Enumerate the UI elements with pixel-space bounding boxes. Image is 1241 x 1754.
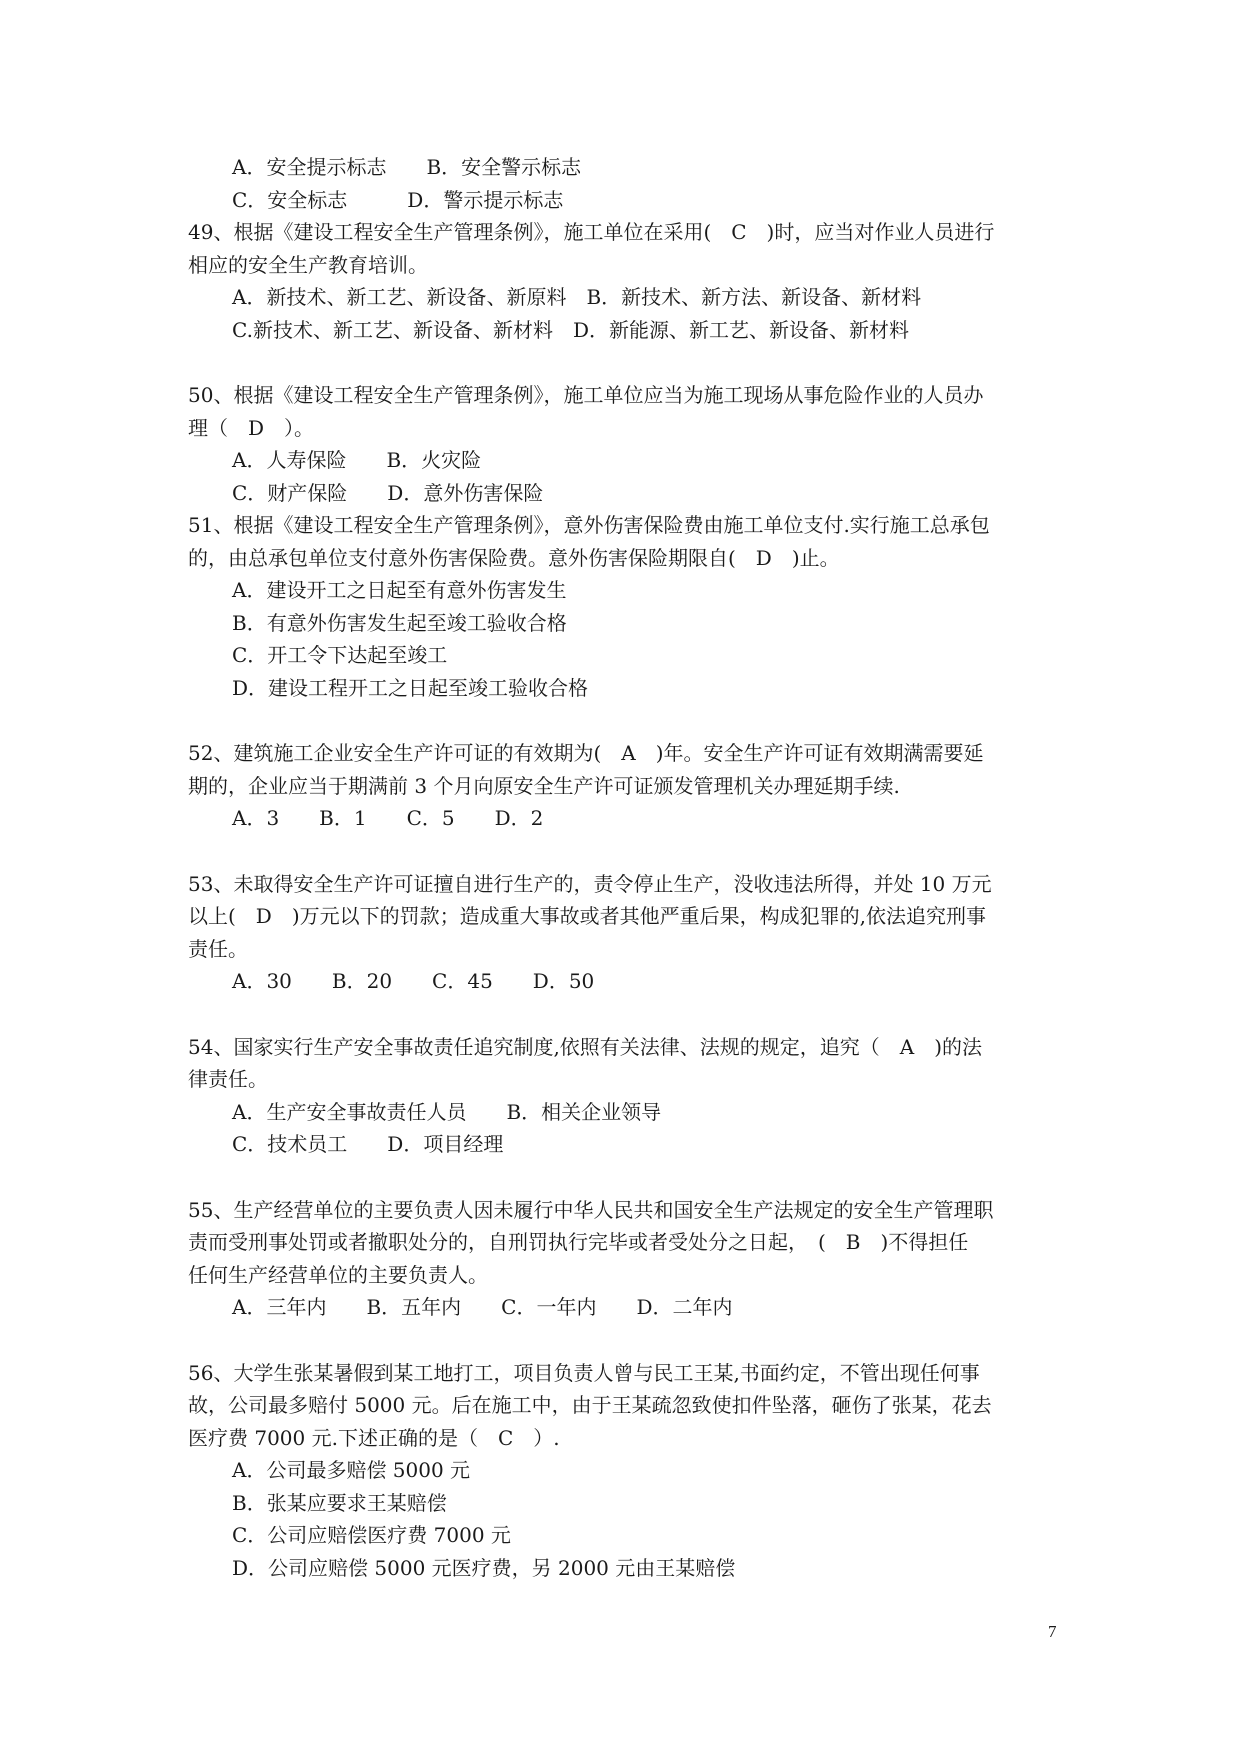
question-stem: 49、根据《建设工程安全生产管理条例》，施工单位在采用( C )时，应当对作业人员进行 <box>188 220 995 244</box>
option-line: C．财产保险 D．意外伤害保险 <box>232 480 544 505</box>
question-stem: 理（ D ）。 <box>188 415 315 440</box>
option-line: C．公司应赔偿医疗费 7000 元 <box>232 1523 511 1547</box>
option-line: A．人寿保险 B．火灾险 <box>232 448 482 472</box>
question-stem: 期的，企业应当于期满前 3 个月向原安全生产许可证颁发管理机关办理延期手续. <box>188 773 900 798</box>
page-number: 7 <box>1048 1622 1057 1641</box>
option-line: A．三年内 B．五年内 C．一年内 D．二年内 <box>232 1295 733 1319</box>
question-stem: 50、根据《建设工程安全生产管理条例》，施工单位应当为施工现场从事危险作业的人员办 <box>188 383 984 407</box>
question-stem: 53、未取得安全生产许可证擅自进行生产的，责令停止生产，没收违法所得，并处 10 万元 <box>188 871 992 896</box>
option-line: A．建设开工之日起至有意外伤害发生 <box>232 578 567 602</box>
question-50 <box>188 379 1068 509</box>
question-54 <box>188 1031 1068 1161</box>
question-55 <box>188 1194 1068 1324</box>
question-56 <box>188 1357 1068 1585</box>
question-49 <box>188 216 1068 346</box>
option-line: A．新技术、新工艺、新设备、新原料 B．新技术、新方法、新设备、新材料 <box>232 285 922 309</box>
question-stem: 以上( D )万元以下的罚款；造成重大事故或者其他严重后果，构成犯罪的,依法追究刑事 <box>188 904 986 928</box>
question-stem: 任何生产经营单位的主要负责人。 <box>188 1262 488 1287</box>
option-line: A．生产安全事故责任人员 B．相关企业领导 <box>232 1099 662 1124</box>
question-stem: 52、建筑施工企业安全生产许可证的有效期为( A )年。安全生产许可证有效期满需要延 <box>188 741 984 765</box>
option-line: D．公司应赔偿 5000 元医疗费，另 2000 元由王某赔偿 <box>232 1555 736 1580</box>
spacer <box>188 1161 1068 1194</box>
option-line: C．技术员工 D．项目经理 <box>232 1132 504 1156</box>
spacer <box>188 998 1068 1031</box>
question-stem: 责任。 <box>188 936 248 961</box>
question-stem: 55、生产经营单位的主要负责人因未履行中华人民共和国安全生产法规定的安全生产管理职 <box>188 1197 994 1222</box>
spacer <box>188 704 1068 737</box>
document-page <box>188 151 1068 1584</box>
question-48-options <box>188 151 1068 216</box>
question-stem: 的，由总承包单位支付意外伤害保险费。意外伤害保险期限自( D )止。 <box>188 545 840 570</box>
option-line: C．安全标志 D．警示提示标志 <box>232 187 564 212</box>
question-51 <box>188 509 1068 704</box>
question-52 <box>188 737 1068 835</box>
question-stem: 56、大学生张某暑假到某工地打工，项目负责人曾与民工王某,书面约定，不管出现任何事 <box>188 1360 980 1385</box>
option-line: C．开工令下达起至竣工 <box>232 643 448 667</box>
question-stem: 责而受刑事处罚或者撤职处分的，自刑罚执行完毕或者受处分之日起， ( B )不得担任 <box>188 1230 969 1254</box>
question-stem: 51、根据《建设工程安全生产管理条例》，意外伤害保险费由施工单位支付.实行施工总承包 <box>188 513 990 537</box>
question-stem: 相应的安全生产教育培训。 <box>188 252 428 277</box>
option-line: A．公司最多赔偿 5000 元 <box>232 1458 471 1482</box>
question-stem: 医疗费 7000 元.下述正确的是（ C ）. <box>188 1425 560 1450</box>
option-line: D．建设工程开工之日起至竣工验收合格 <box>232 675 589 700</box>
question-stem: 故，公司最多赔付 5000 元。后在施工中，由于王某疏忽致使扣件坠落，砸伤了张某，花去 <box>188 1393 992 1417</box>
option-line: C.新技术、新工艺、新设备、新材料 D．新能源、新工艺、新设备、新材料 <box>232 317 909 342</box>
spacer <box>188 1324 1068 1357</box>
option-line: A．3 B．1 C．5 D．2 <box>232 806 544 830</box>
option-line: A．30 B．20 C．45 D．50 <box>232 969 595 993</box>
question-stem: 54、国家实行生产安全事故责任追究制度,依照有关法律、法规的规定，追究（ A )的法 <box>188 1034 983 1059</box>
question-stem: 律责任。 <box>188 1067 268 1091</box>
option-line: A．安全提示标志 B．安全警示标志 <box>232 155 582 179</box>
option-line: B．有意外伤害发生起至竣工验收合格 <box>232 610 567 635</box>
spacer <box>188 346 1068 379</box>
spacer <box>188 835 1068 868</box>
question-53 <box>188 868 1068 998</box>
option-line: B．张某应要求王某赔偿 <box>232 1490 447 1515</box>
